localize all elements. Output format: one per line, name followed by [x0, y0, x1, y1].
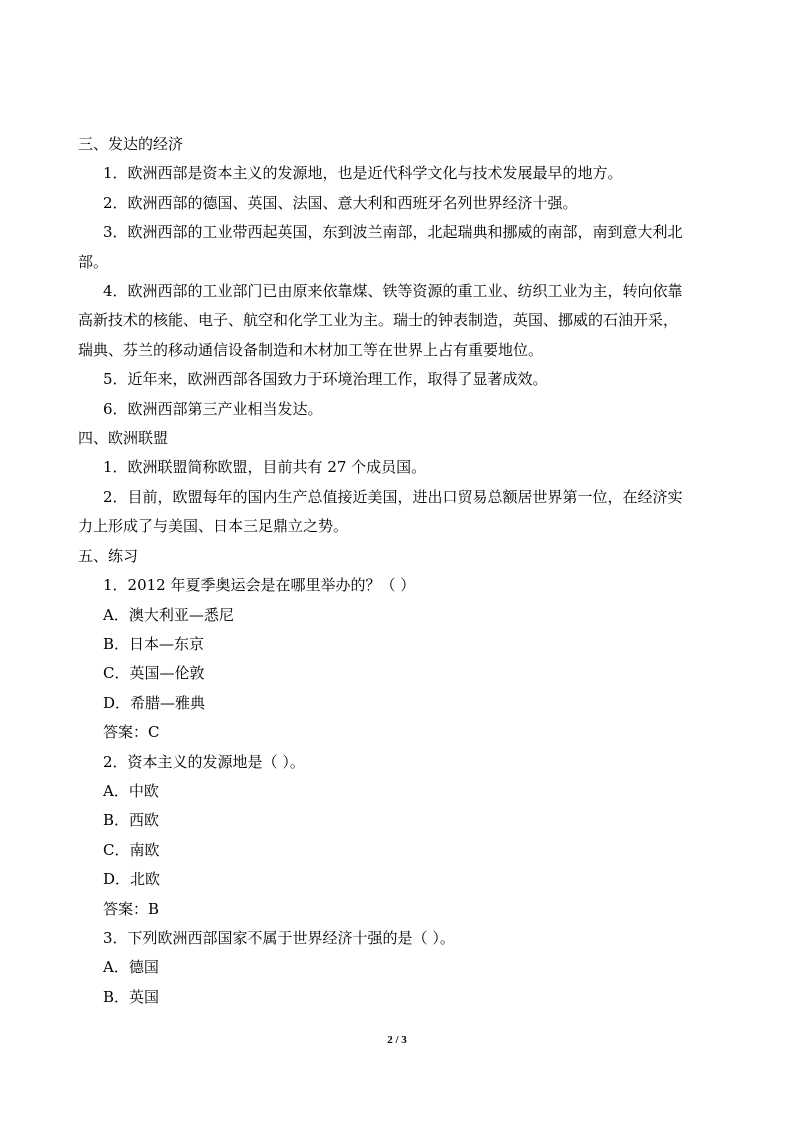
economy-item-4: 4．欧洲西部的工业部门已由原来依靠煤、铁等资源的重工业、纺织工业为主，转向依靠 [103, 282, 683, 301]
question-1-option-b: B．日本—东京 [103, 634, 205, 653]
question-2: 2．资本主义的发源地是（ ）。 [103, 752, 305, 771]
question-2-option-c: C．南欧 [103, 840, 160, 859]
question-3-option-a: A．德国 [103, 958, 159, 977]
question-3: 3．下列欧洲西部国家不属于世界经济十强的是（ ）。 [103, 928, 455, 947]
economy-item-2: 2．欧洲西部的德国、英国、法国、意大利和西班牙名列世界经济十强。 [103, 193, 578, 212]
section-heading-exercise: 五、练习 [78, 546, 139, 565]
eu-item-2: 2．目前，欧盟每年的国内生产总值接近美国，进出口贸易总额居世界第一位，在经济实 [103, 487, 683, 506]
question-3-option-b: B．英国 [103, 987, 160, 1006]
question-2-option-a: A．中欧 [103, 781, 159, 800]
economy-item-3: 3．欧洲西部的工业带西起英国，东到波兰南部，北起瑞典和挪威的南部，南到意大利北 [103, 223, 683, 242]
economy-item-3-continued: 部。 [78, 252, 109, 271]
economy-item-1: 1．欧洲西部是资本主义的发源地，也是近代科学文化与技术发展最早的地方。 [103, 164, 623, 183]
question-2-option-d: D．北欧 [103, 870, 161, 889]
section-heading-economy: 三、发达的经济 [78, 135, 184, 153]
question-1-option-c: C．英国—伦敦 [103, 664, 205, 683]
page-body [78, 130, 718, 1012]
economy-item-6: 6．欧洲西部第三产业相当发达。 [103, 399, 323, 418]
eu-item-2-continued: 力上形成了与美国、日本三足鼎立之势。 [78, 517, 349, 536]
section-heading-eu: 四、欧洲联盟 [78, 429, 169, 448]
question-1-option-d: D．希腊—雅典 [103, 693, 206, 712]
economy-item-4-continued-2: 瑞典、芬兰的移动通信设备制造和木材加工等在世界上占有重要地位。 [78, 340, 544, 359]
question-2-answer: 答案：B [103, 899, 160, 918]
economy-item-5: 5．近年来，欧洲西部各国致力于环境治理工作，取得了显著成效。 [103, 370, 548, 389]
economy-item-4-continued: 高新技术的核能、电子、航空和化学工业为主。瑞士的钟表制造，英国、挪威的石油开采， [78, 311, 679, 330]
question-1-answer: 答案：C [103, 723, 160, 742]
question-1: 1．2012 年夏季奥运会是在哪里举办的？（ ） [103, 576, 416, 595]
eu-item-1: 1．欧洲联盟简称欧盟，目前共有 27 个成员国。 [103, 458, 427, 477]
question-2-option-b: B．西欧 [103, 811, 160, 830]
question-1-option-a: A．澳大利亚—悉尼 [103, 605, 234, 624]
page-number: 2 / 3 [387, 1034, 407, 1046]
